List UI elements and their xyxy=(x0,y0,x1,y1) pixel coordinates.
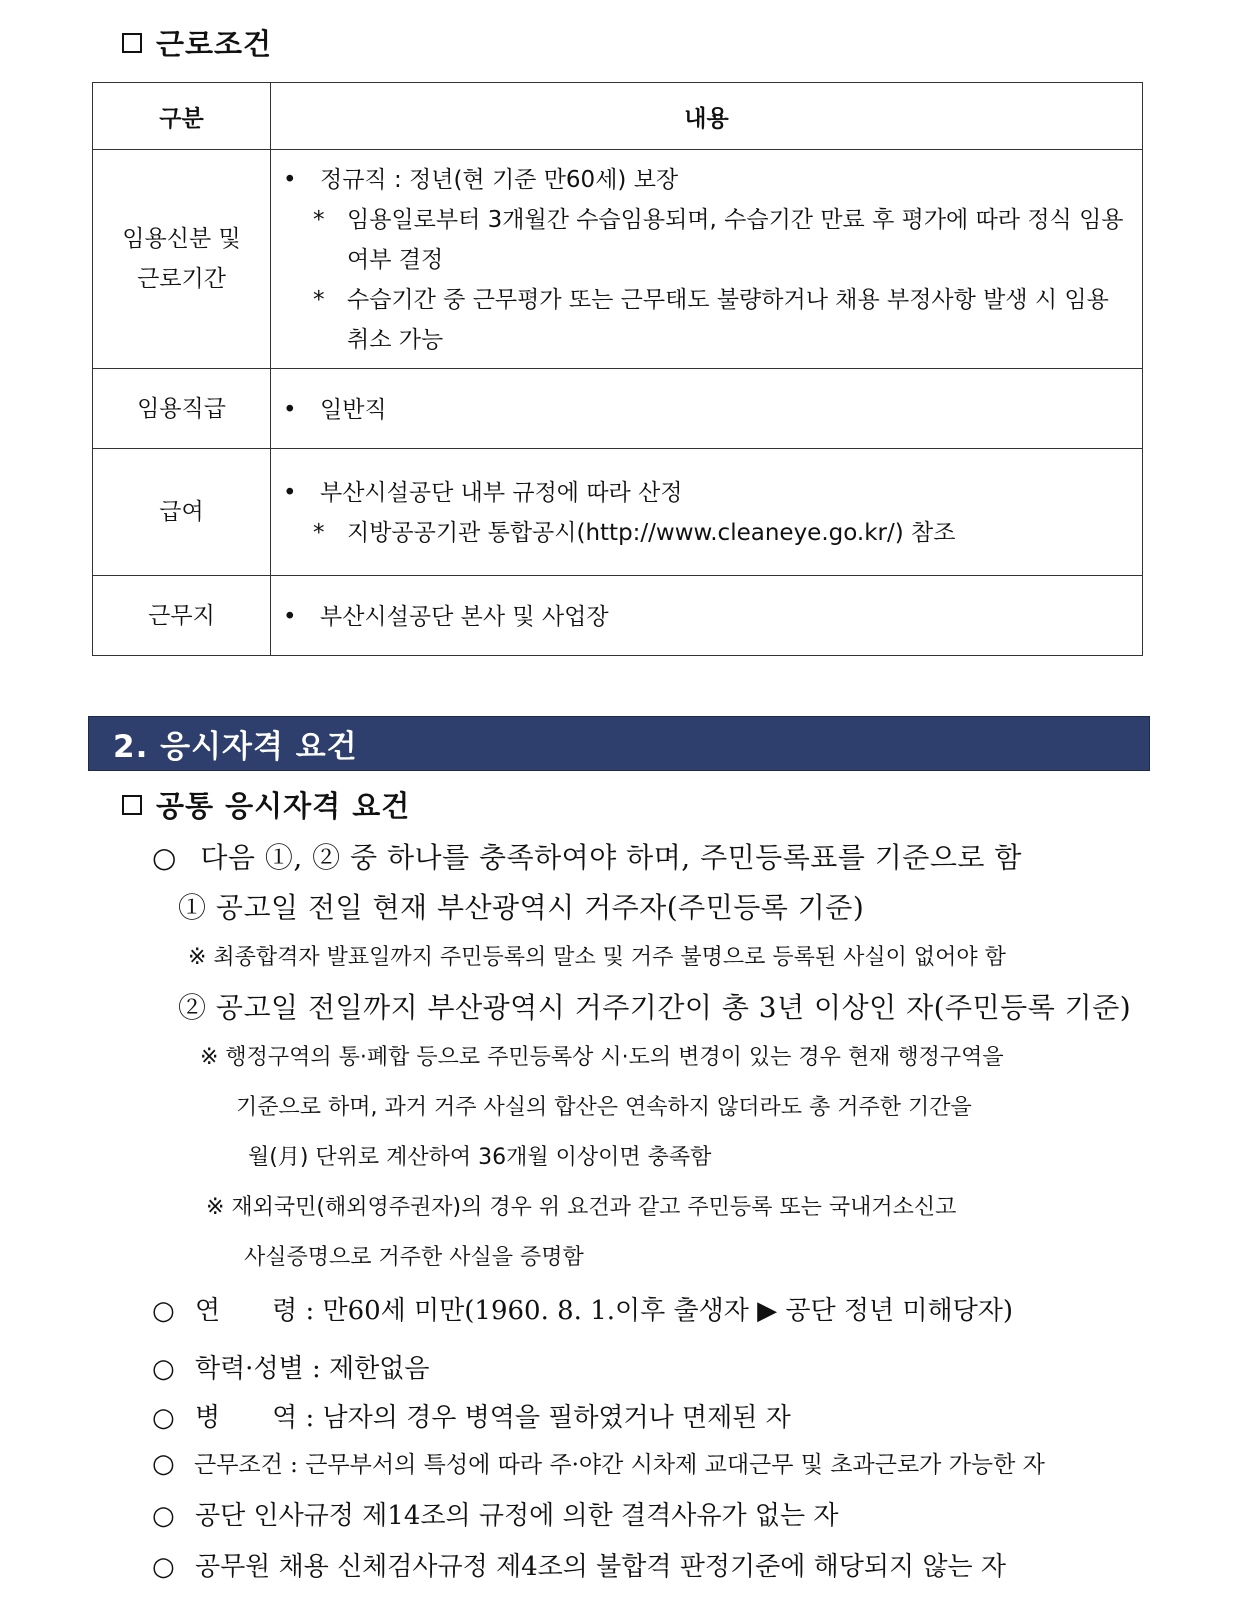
checkbox-square-icon xyxy=(122,33,142,53)
note-overseas-line1: ※ 재외국민(해외영주권자)의 경우 위 요건과 같고 주민등록 또는 국내거소신고 xyxy=(206,1195,957,1220)
note-item: * 지방공공기관 통합공시(http://www.cleaneye.go.kr/) 참조 xyxy=(313,520,956,546)
note-option-1: ※ 최종합격자 발표일까지 주민등록의 말소 및 거주 불명으로 등록된 사실이 없어야 함 xyxy=(188,945,1006,970)
bullet-item: • 부산시설공단 본사 및 사업장 xyxy=(283,603,609,630)
circle-bullet-icon: ○ xyxy=(152,1296,175,1326)
circle-bullet-icon: ○ xyxy=(152,1552,175,1582)
row-content xyxy=(271,576,1143,656)
requirement-age: ○ 연 령 : 만60세 미만(1960. 8. 1.이후 출생자 ▶ 공단 정년 미해당자) xyxy=(152,1296,1013,1326)
bullet-item: • 정규직 : 정년(현 기준 만60세) 보장 xyxy=(283,167,679,193)
circle-bullet-icon: ○ xyxy=(152,1403,175,1433)
circle-bullet-icon: ○ xyxy=(152,1449,175,1479)
header-content: 내용 xyxy=(271,83,1143,150)
work-conditions-table xyxy=(92,82,1143,656)
section-heading-text: 공통 응시자격 요건 xyxy=(156,789,411,823)
qualification-intro: ○ 다음 ①, ② 중 하나를 충족하여야 하며, 주민등록표를 기준으로 함 xyxy=(152,841,1022,874)
row-content xyxy=(271,150,1143,369)
note-option-2-line1: ※ 행정구역의 통·폐합 등으로 주민등록상 시·도의 변경이 있는 경우 현재 행정구역을 xyxy=(200,1045,1004,1070)
requirement-military: ○ 병 역 : 남자의 경우 병역을 필하였거나 면제된 자 xyxy=(152,1403,791,1433)
circle-bullet-icon: ○ xyxy=(152,841,177,874)
row-label: 임용직급 xyxy=(93,369,271,449)
note-item: * 임용일로부터 3개월간 수습임용되며, 수습기간 만료 후 평가에 따라 정식 임용 여부 결정 xyxy=(313,207,1124,273)
note-overseas-line2: 사실증명으로 거주한 사실을 증명함 xyxy=(244,1245,584,1270)
table-row xyxy=(93,576,1143,656)
requirement-education-gender: ○ 학력·성별 : 제한없음 xyxy=(152,1354,430,1384)
table-row xyxy=(93,369,1143,449)
header-category: 구분 xyxy=(93,83,271,150)
circle-bullet-icon: ○ xyxy=(152,1354,175,1384)
table-row xyxy=(93,449,1143,576)
row-label: 근무지 xyxy=(93,576,271,656)
checkbox-square-icon xyxy=(122,795,142,815)
bullet-item: • 일반직 xyxy=(283,396,387,423)
section-heading-common-qualifications xyxy=(122,784,410,825)
note-option-2-line3: 월(月) 단위로 계산하여 36개월 이상이면 충족함 xyxy=(248,1145,712,1170)
row-label: 급여 xyxy=(93,449,271,576)
requirement-physical-exam: ○ 공무원 채용 신체검사규정 제4조의 불합격 판정기준에 해당되지 않는 자 xyxy=(152,1552,1006,1582)
row-content xyxy=(271,449,1143,576)
note-item: * 수습기간 중 근무평가 또는 근무태도 불량하거나 채용 부정사항 발생 시 임용 취소 가능 xyxy=(313,287,1109,353)
section-heading-text: 근로조건 xyxy=(156,27,273,61)
section-heading-work-conditions xyxy=(122,22,272,63)
table-row xyxy=(93,150,1143,369)
table-header-row xyxy=(93,83,1143,150)
requirement-rule14: ○ 공단 인사규정 제14조의 규정에 의한 결격사유가 없는 자 xyxy=(152,1501,839,1531)
circle-bullet-icon: ○ xyxy=(152,1501,175,1531)
requirement-work-conditions: ○ 근무조건 : 근무부서의 특성에 따라 주·야간 시차제 교대근무 및 초과근로가 가능한 자 xyxy=(152,1449,1045,1479)
bullet-item: • 부산시설공단 내부 규정에 따라 산정 xyxy=(283,480,683,506)
row-label: 임용신분 및 근로기간 xyxy=(93,150,271,369)
row-content xyxy=(271,369,1143,449)
note-option-2-line2: 기준으로 하며, 과거 거주 사실의 합산은 연속하지 않더라도 총 거주한 기간을 xyxy=(236,1095,972,1120)
qualification-option-2: ② 공고일 전일까지 부산광역시 거주기간이 총 3년 이상인 자(주민등록 기준) xyxy=(178,991,1132,1024)
section-band-qualifications: 2. 응시자격 요건 xyxy=(88,716,1150,771)
qualification-option-1: ① 공고일 전일 현재 부산광역시 거주자(주민등록 기준) xyxy=(178,891,865,924)
